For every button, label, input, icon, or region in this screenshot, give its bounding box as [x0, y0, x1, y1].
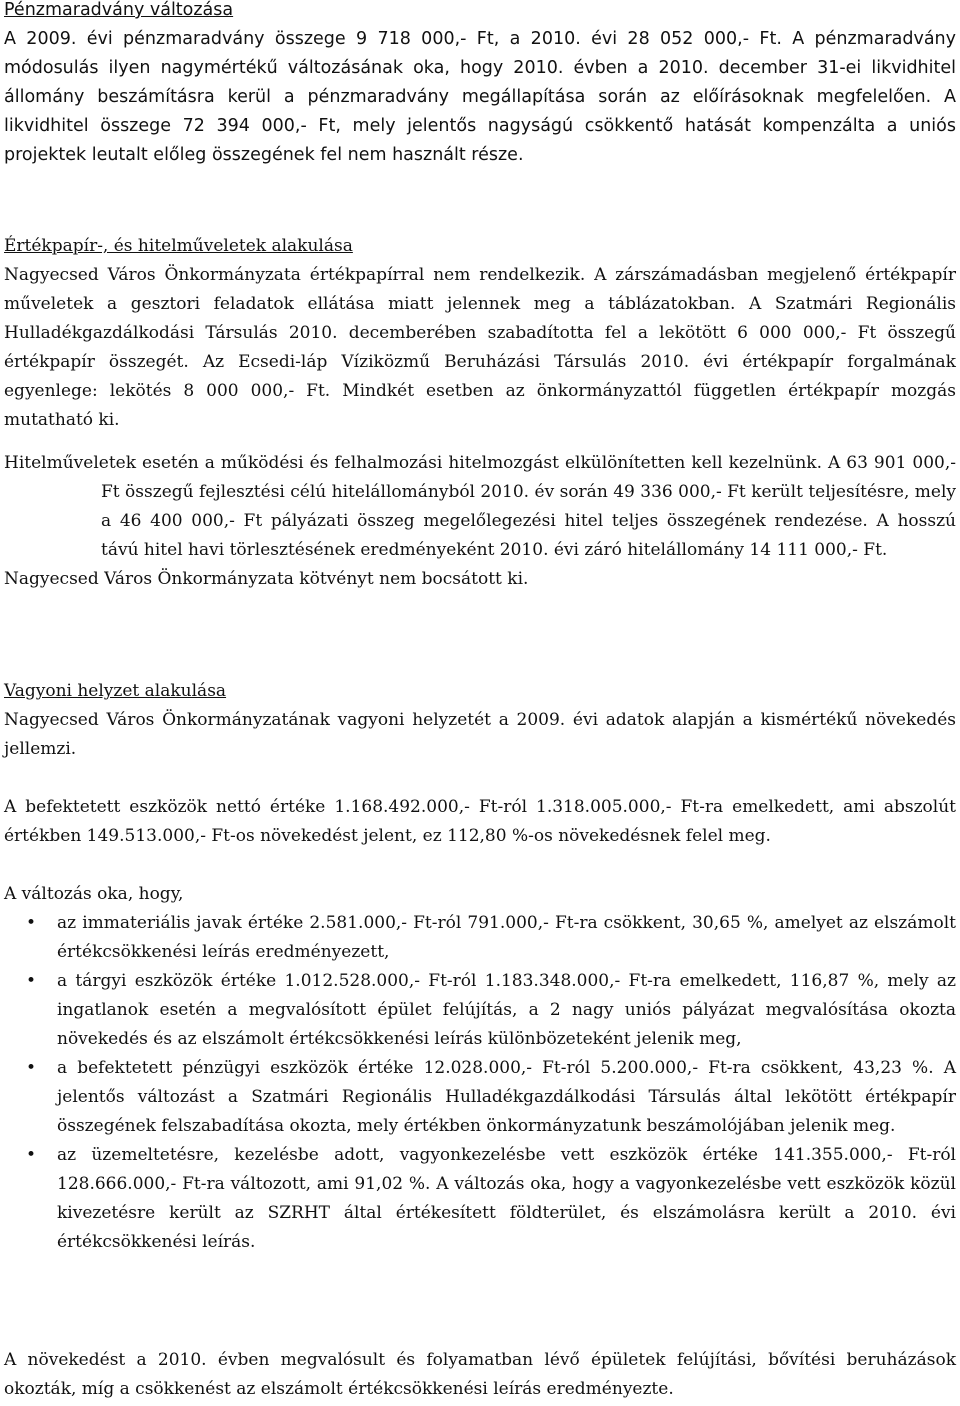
bullet-icon: •	[26, 1145, 37, 1165]
section-heading: Értékpapír-, és hitelműveletek alakulása	[4, 236, 353, 256]
bullet-icon: •	[26, 1058, 37, 1078]
bullet-list	[4, 909, 956, 1257]
section-heading: Pénzmaradvány változása	[4, 0, 234, 20]
list-item-text: a tárgyi eszközök értéke 1.012.528.000,- Ft-ról 1.183.348.000,- Ft-ra emelkedett, 116,87 %, mely az ingatlanok esetén a megvalósított épület felújítás, a 2 nagy uniós pályázat megvalósítása okozta növekedés és az elszámolt értékcsökkenési leírás különbözeteként jelenik meg,	[57, 971, 956, 1049]
paragraph: Hitelműveletek esetén a működési és felhalmozási hitelmozgást elkülönítetten kell kezelnünk. A 63 901 000,- Ft összegű fejlesztési célú hitelállományból 2010. év során 49 336 000,- Ft került teljesítésre, mely a 46 400 000,- Ft pályázati összeg megelőlegezési hitel teljes összegének rendezése. A hosszú távú hitel havi törlesztésének eredményeként 2010. évi záró hitelállomány 14 111 000,- Ft.	[4, 453, 956, 560]
section-heading: Vagyoni helyzet alakulása	[4, 681, 227, 701]
list-item	[4, 1054, 956, 1141]
list-item	[4, 909, 956, 967]
section-befektetett	[4, 793, 956, 851]
section-vagyoni	[4, 677, 956, 764]
list-item-text: az immateriális javak értéke 2.581.000,- Ft-ról 791.000,- Ft-ra csökkent, 30,65 %, amelyet az elszámolt értékcsökkenési leírás eredményezett,	[57, 913, 956, 962]
section-valtozas	[4, 880, 956, 1257]
paragraph: Nagyecsed Város Önkormányzata kötvényt nem bocsátott ki.	[4, 569, 529, 589]
list-item-text: az üzemeltetésre, kezelésbe adott, vagyonkezelésbe vett eszközök értéke 141.355.000,- Ft-ról 128.666.000,- Ft-ra változott, ami 91,02 %. A változás oka, hogy a vagyonkezelésbe vett eszközök közül kivezetésre került az SZRHT által értékesített földterület, és elszámolásra került a 2010. évi értékcsökkenési leírás.	[57, 1145, 956, 1252]
section-hitel	[4, 449, 956, 594]
bullet-icon: •	[26, 913, 37, 933]
list-item-text: a befektetett pénzügyi eszközök értéke 12.028.000,- Ft-ról 5.200.000,- Ft-ra csökkent, 43,23 %. A jelentős változást a Szatmári Regionális Hulladékgazdálkodási Társulás által lekötött értékpapír összegének felszabadítása okozta, mely értékben önkormányzatunk beszámolójában jelenik meg.	[57, 1058, 956, 1136]
list-item	[4, 967, 956, 1054]
paragraph: Nagyecsed Város Önkormányzata értékpapírral nem rendelkezik. A zárszámadásban megjelenő értékpapír műveletek a gesztori feladatok ellátása miatt jelennek meg a táblázatokban. A Szatmári Regionális Hulladékgazdálkodási Társulás 2010. decemberében szabadította fel a lekötött 6 000 000,- Ft összegű értékpapír összegét. Az Ecsedi-láp Víziközmű Beruházási Társulás 2010. évi értékpapír forgalmának egyenlege: lekötés 8 000 000,- Ft. Mindkét esetben az önkormányzattól független értékpapír mozgás mutatható ki.	[4, 265, 956, 430]
paragraph: Nagyecsed Város Önkormányzatának vagyoni helyzetét a 2009. évi adatok alapján a kismértékű növekedés jellemzi.	[4, 710, 956, 759]
paragraph: A 2009. évi pénzmaradvány összege 9 718 000,- Ft, a 2010. évi 28 052 000,- Ft. A pénzmaradvány módosulás ilyen nagymértékű változásának oka, hogy 2010. évben a 2010. december 31-ei likvidhitel állomány beszámításra kerül a pénzmaradvány megállapítása során az előírásoknak megfelelően. A likvidhitel összege 72 394 000,- Ft, mely jelentős nagyságú csökkentő hatását kompenzálta a uniós projektek leutalt előleg összegének fel nem használt része.	[4, 29, 956, 165]
section-ertekpapir	[4, 232, 956, 435]
bullet-icon: •	[26, 971, 37, 991]
section-penzmaradvany	[4, 0, 956, 170]
paragraph: A befektetett eszközök nettó értéke 1.168.492.000,- Ft-ról 1.318.005.000,- Ft-ra emelkedett, ami abszolút értékben 149.513.000,- Ft-os növekedést jelent, ez 112,80 %-os növekedésnek felel meg.	[4, 797, 956, 846]
paragraph: A változás oka, hogy,	[4, 884, 184, 904]
paragraph: A növekedést a 2010. évben megvalósult és folyamatban lévő épületek felújítási, bővítési beruházások okozták, míg a csökkenést az elszámolt értékcsökkenési leírás eredményezte.	[4, 1350, 956, 1399]
section-closing	[4, 1346, 956, 1404]
list-item	[4, 1141, 956, 1257]
